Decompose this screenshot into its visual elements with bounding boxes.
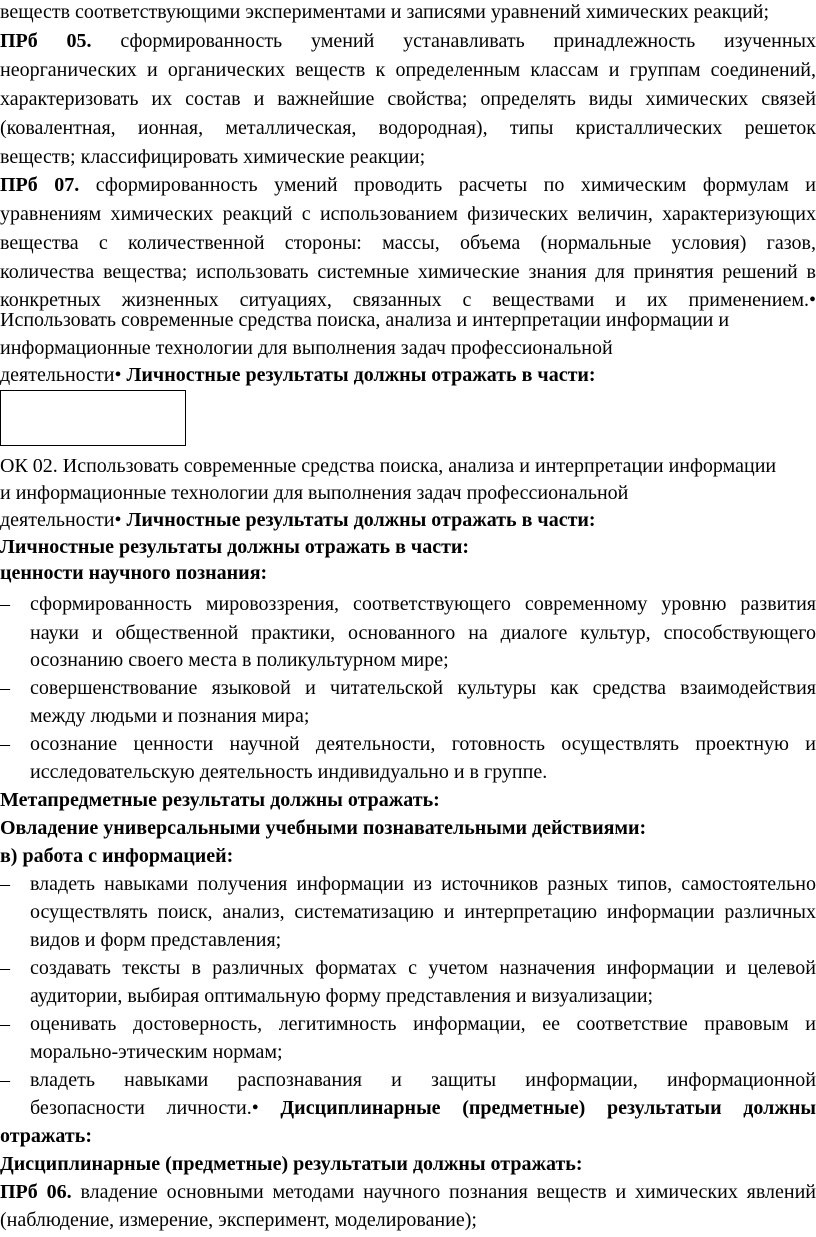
text-line: уравнениям химических реакций с использованием физических величин, характеризующих [0, 203, 816, 225]
section-heading: Дисциплинарные (предметные) результатыи должны отражать: [0, 1153, 583, 1175]
text-line: и информационные технологии для выполнения задач профессиональной [0, 482, 629, 504]
dash-bullet: – [0, 957, 10, 979]
text-line: исследовательскую деятельность индивидуально и в группе. [30, 761, 548, 783]
dash-bullet: – [0, 677, 10, 699]
text-line: информационные технологии для выполнения задач профессиональной [0, 337, 613, 359]
text-line: осуществлять поиск, анализ, систематизацию и интерпретацию информации различных [30, 901, 816, 923]
dash-bullet: – [0, 1069, 10, 1091]
code-label: ПРб 06. [0, 1181, 72, 1203]
text-line: (наблюдение, измерение, эксперимент, моделирование); [0, 1209, 477, 1231]
text-line: веществ; классифицировать химические реакции; [0, 146, 426, 168]
text-line: создавать тексты в различных форматах с учетом назначения информации и целевой [30, 957, 816, 979]
text-line: Использовать современные средства поиска, анализа и интерпретации информации и [0, 309, 730, 331]
section-heading: Личностные результаты должны отражать в части: [0, 536, 470, 558]
text-line: морально-этическим нормам; [30, 1041, 283, 1063]
section-heading: ценности научного познания: [0, 562, 268, 584]
text-line: науки и общественной практики, основанного на диалоге культур, способствующего [30, 622, 816, 644]
text-line: ОК 02. Использовать современные средства поиска, анализа и интерпретации информации [0, 455, 777, 477]
text-line: конкретных жизненных ситуациях, связанных с веществами и их применением.• [0, 289, 816, 311]
text-line: осознание ценности научной деятельности, готовность осуществлять проектную и [30, 733, 816, 755]
section-heading: Метапредметные результаты должны отражать: [0, 789, 440, 811]
code-label: ПРб 07. [0, 174, 80, 196]
section-heading: в) работа с информацией: [0, 845, 234, 867]
text-line: сформированность мировоззрения, соответствующего современному уровню развития [30, 593, 816, 615]
dash-bullet: – [0, 873, 10, 895]
text-line: видов и форм представления; [30, 929, 282, 951]
text-line: (ковалентная, ионная, металлическая, водородная), типы кристаллических решеток [0, 117, 816, 139]
dash-bullet: – [0, 593, 10, 615]
empty-box [0, 390, 186, 446]
text-line: ПРб 06. владение основными методами научного познания веществ и химических явлений [0, 1181, 816, 1203]
code-label: ПРб 05. [0, 30, 92, 52]
section-heading: Овладение универсальными учебными познавательными действиями: [0, 817, 647, 839]
text-line: вещества с количественной стороны: массы, объема (нормальные условия) газов, [0, 232, 816, 254]
text-line: владеть навыками распознавания и защиты информации, информационной [30, 1069, 816, 1091]
dash-bullet: – [0, 733, 10, 755]
text-line: количества вещества; использовать системные химические знания для принятия решений в [0, 261, 816, 283]
text-line: неорганических и органических веществ к определенным классам и группам соединений, [0, 59, 816, 81]
text-line: оценивать достоверность, легитимность информации, ее соответствие правовым и [30, 1013, 816, 1035]
text-line: осознанию своего места в поликультурном мире; [30, 649, 449, 671]
text-line: деятельности• Личностные результаты должны отражать в части: [0, 509, 596, 531]
text-line: безопасности личности.• Дисциплинарные (предметные) результатыи должны [30, 1097, 816, 1119]
text-line: ПРб 05. сформированность умений устанавливать принадлежность изученных [0, 30, 816, 52]
text-line: совершенствование языковой и читательской культуры как средства взаимодействия [30, 677, 816, 699]
section-heading: отражать: [0, 1125, 92, 1147]
text-line: деятельности• Личностные результаты должны отражать в части: [0, 364, 596, 386]
text-line: между людьми и познания мира; [30, 705, 310, 727]
text-line: владеть навыками получения информации из источников разных типов, самостоятельно [30, 873, 816, 895]
dash-bullet: – [0, 1013, 10, 1035]
text-line: ПРб 07. сформированность умений проводить расчеты по химическим формулам и [0, 174, 816, 196]
text-line: характеризовать их состав и важнейшие свойства; определять виды химических связей [0, 88, 816, 110]
text-line: аудитории, выбирая оптимальную форму представления и визуализации; [30, 985, 654, 1007]
text-line: веществ соответствующими экспериментами и записями уравнений химических реакций; [0, 1, 770, 23]
